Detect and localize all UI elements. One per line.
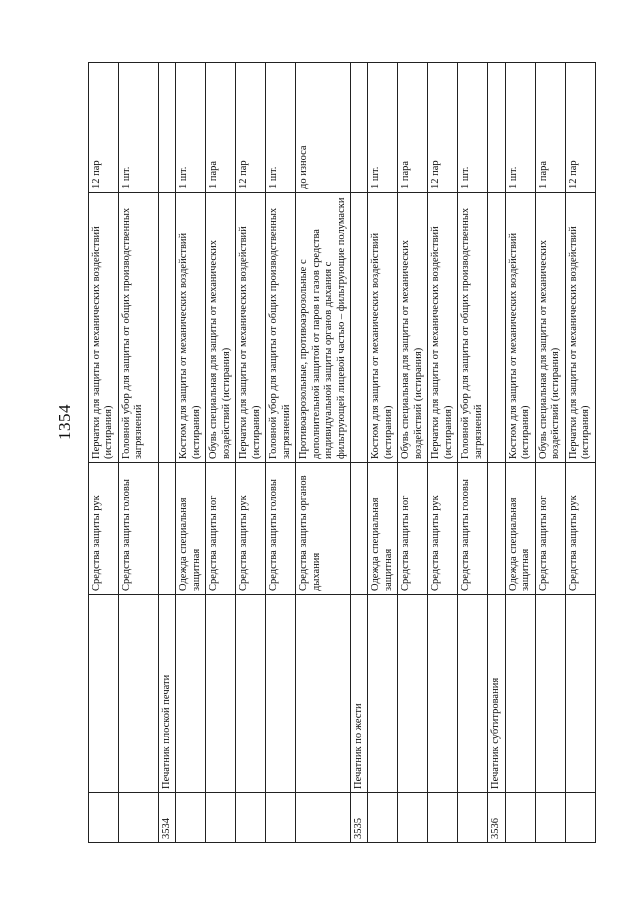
category-cell: Средства защиты головы [119,463,159,595]
table-row [458,63,488,843]
norm-cell: 12 пар [236,63,266,193]
row-number-cell [176,793,206,843]
row-number-cell [398,793,428,843]
category-cell: Средства защиты ног [398,463,428,595]
category-cell: Одежда специальная защитная [505,463,535,595]
table-row [176,63,206,843]
norm-cell: 1 шт. [505,63,535,193]
rotated-table-container [88,63,591,843]
item-cell: Перчатки для защиты от механических воздействий (истирания) [428,193,458,463]
row-number-cell [368,793,398,843]
category-cell: Средства защиты органов дыхания [296,463,351,595]
category-cell: Средства защиты рук [89,463,119,595]
table-row [565,63,595,843]
row-number-cell [296,793,351,843]
item-cell: Перчатки для защиты от механических воздействий (истирания) [236,193,266,463]
profession-cell [236,595,266,793]
profession-cell [565,595,595,793]
item-cell: Костюм для защиты от механических воздействий (истирания) [368,193,398,463]
table-row [505,63,535,843]
row-number-cell [458,793,488,843]
table-row [206,63,236,843]
profession-cell [535,595,565,793]
category-cell [488,463,505,595]
category-cell: Средства защиты рук [565,463,595,595]
row-number-cell: 3535 [350,793,367,843]
item-cell: Головной убор для защиты от общих производственных загрязнений [266,193,296,463]
profession-cell [176,595,206,793]
category-cell: Средства защиты рук [236,463,266,595]
profession-cell [505,595,535,793]
category-cell: Средства защиты ног [535,463,565,595]
norm-cell: 1 шт. [266,63,296,193]
norm-cell [159,63,176,193]
row-number-cell [89,793,119,843]
row-number-cell [206,793,236,843]
profession-cell [398,595,428,793]
table-body [89,63,596,843]
category-cell: Средства защиты головы [266,463,296,595]
norm-cell: 1 пара [398,63,428,193]
item-cell: Перчатки для защиты от механических воздействий (истирания) [89,193,119,463]
item-cell [488,193,505,463]
profession-cell: Печатник по жести [350,595,367,793]
profession-cell [89,595,119,793]
norm-cell: 1 шт. [368,63,398,193]
profession-cell [119,595,159,793]
table-row [296,63,351,843]
category-cell [350,463,367,595]
page-number: 1354 [55,404,74,440]
category-cell: Одежда специальная защитная [176,463,206,595]
table-row [398,63,428,843]
row-number-cell [266,793,296,843]
norm-cell: 12 пар [565,63,595,193]
item-cell: Перчатки для защиты от механических воздействий (истирания) [565,193,595,463]
norm-cell: 1 шт. [119,63,159,193]
profession-cell [428,595,458,793]
item-cell: Костюм для защиты от механических воздействий (истирания) [505,193,535,463]
profession-header-row [350,63,367,843]
profession-cell [458,595,488,793]
profession-cell: Печатник субтитрования [488,595,505,793]
category-cell: Одежда специальная защитная [368,463,398,595]
category-cell: Средства защиты ног [206,463,236,595]
table-row [266,63,296,843]
item-cell: Головной убор для защиты от общих производственных загрязнений [119,193,159,463]
item-cell [159,193,176,463]
item-cell: Костюм для защиты от механических воздействий (истирания) [176,193,206,463]
row-number-cell: 3536 [488,793,505,843]
profession-cell [266,595,296,793]
table-row [428,63,458,843]
profession-cell [296,595,351,793]
profession-cell [206,595,236,793]
norm-cell: 1 шт. [176,63,206,193]
item-cell [350,193,367,463]
category-cell: Средства защиты рук [428,463,458,595]
table-row [119,63,159,843]
profession-header-row [159,63,176,843]
table-row [89,63,119,843]
row-number-cell [428,793,458,843]
norm-cell: 1 пара [535,63,565,193]
category-cell: Средства защиты головы [458,463,488,595]
row-number-cell [119,793,159,843]
item-cell: Обувь специальная для защиты от механических воздействий (истирания) [398,193,428,463]
profession-cell: Печатник плоской печати [159,595,176,793]
norm-cell: до износа [296,63,351,193]
row-number-cell [565,793,595,843]
row-number-cell [505,793,535,843]
item-cell: Обувь специальная для защиты от механических воздействий (истирания) [535,193,565,463]
row-number-cell: 3534 [159,793,176,843]
ppe-norms-table [88,62,596,843]
row-number-cell [535,793,565,843]
table-row [535,63,565,843]
row-number-cell [236,793,266,843]
item-cell: Противоаэрозольные, противоаэрозольные с дополнительной защитой от паров и газов средства индивидуальной защиты органов дыхания с фильтрующей лицевой частью – фильтрующие полумаски [296,193,351,463]
table-row [236,63,266,843]
norm-cell [488,63,505,193]
category-cell [159,463,176,595]
norm-cell: 12 пар [428,63,458,193]
item-cell: Обувь специальная для защиты от механических воздействий (истирания) [206,193,236,463]
table-row [368,63,398,843]
norm-cell: 1 шт. [458,63,488,193]
norm-cell [350,63,367,193]
norm-cell: 1 пара [206,63,236,193]
profession-header-row [488,63,505,843]
norm-cell: 12 пар [89,63,119,193]
item-cell: Головной убор для защиты от общих производственных загрязнений [458,193,488,463]
profession-cell [368,595,398,793]
